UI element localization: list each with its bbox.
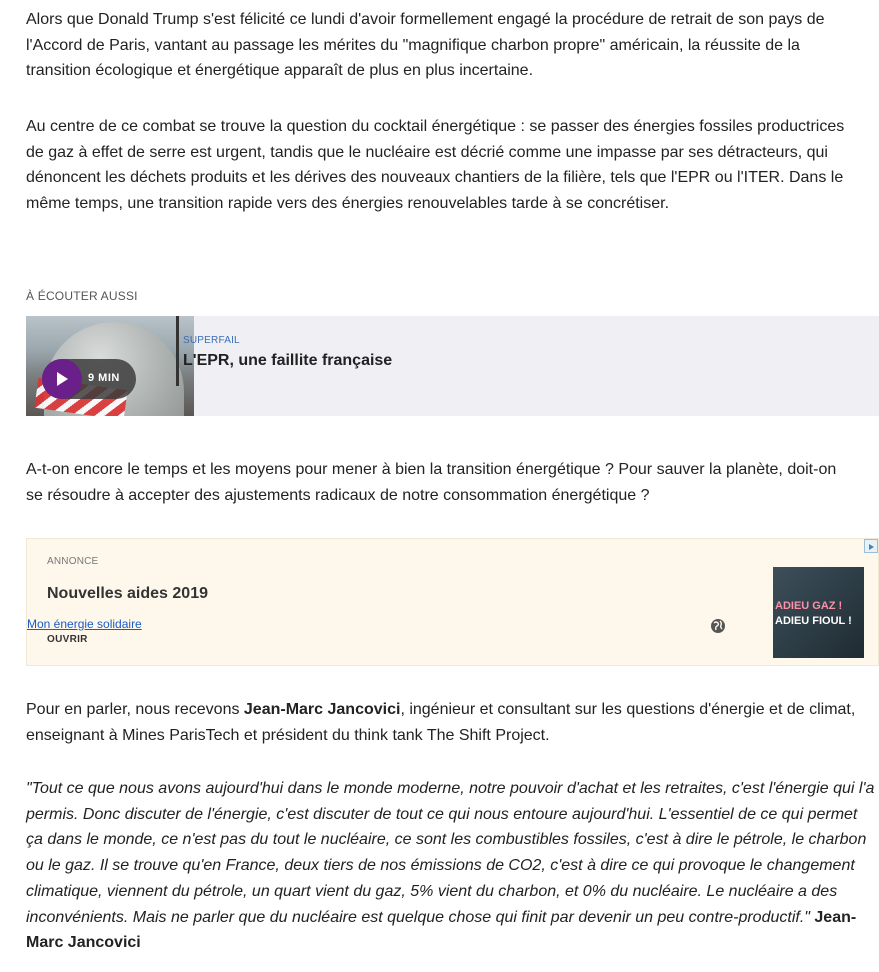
ad-label: ANNONCE	[47, 556, 99, 567]
quote-author: Jean-Marc Jancovici	[26, 908, 857, 952]
listen-also-card[interactable]	[26, 316, 879, 416]
play-button[interactable]	[42, 359, 82, 399]
paragraph-4-rest: , ingénieur et consultant sur les questions d'énergie et de climat, enseignant à Mines ParisTech et président du think tank The Shift Project.	[26, 701, 856, 744]
ad-open-button[interactable]: OUVRIR	[47, 634, 88, 645]
guest-quote	[26, 776, 876, 956]
ad-title[interactable]: Nouvelles aides 2019	[47, 585, 208, 602]
ad-banner[interactable]	[26, 538, 879, 666]
adchoices-icon[interactable]	[864, 539, 878, 553]
ad-image[interactable]	[773, 567, 864, 658]
episode-duration: 9 MIN	[88, 372, 120, 384]
globe-icon[interactable]	[710, 618, 726, 634]
guest-name: Jean-Marc Jancovici	[243, 701, 401, 718]
ad-image-line-2: ADIEU FIOUL !	[775, 615, 852, 627]
article-paragraph-1: Alors que Donald Trump s'est félicité ce lundi d'avoir formellement engagé la procédure de retrait de son pays de l'Accord de Paris, vantant au passage les mérites du "magnifique charbon propre" américain, la réussite de la transition écologique et énergétique apparaît de plus en plus incertaine.	[26, 11, 825, 80]
episode-title[interactable]: L'EPR, une faillite française	[183, 352, 393, 369]
ad-advertiser-link[interactable]: Mon énergie solidaire	[27, 617, 142, 631]
episode-thumbnail[interactable]	[26, 316, 194, 416]
article-paragraph-3: A-t-on encore le temps et les moyens pour mener à bien la transition énergétique ? Pour sauver la planète, doit-on se résoudre à accepter des ajustements radicaux de notre consommation énergétique ?	[26, 461, 837, 504]
play-icon	[55, 371, 69, 387]
ad-image-line-1: ADIEU GAZ !	[775, 600, 843, 612]
article-paragraph-4	[26, 697, 856, 748]
crane-image	[176, 316, 179, 386]
episode-kicker[interactable]: SUPERFAIL	[183, 335, 240, 346]
article-paragraph-2: Au centre de ce combat se trouve la question du cocktail énergétique : se passer des énergies fossiles productrices de gaz à effet de serre est urgent, tandis que le nucléaire est décrié comme une impasse par ses détracteurs, qui dénoncent les déchets produits et les dérives des nouveaux chantiers de la filière, tels que l'EPR ou l'ITER. Dans le même temps, une transition rapide vers des énergies renouvelables tarde à se concrétiser.	[26, 118, 845, 213]
quote-text: "Tout ce que nous avons aujourd'hui dans le monde moderne, notre pouvoir d'achat et les retraites, c'est l'énergie qui l'a permis. Donc discuter de l'énergie, c'est discuter de tout ce qui nous entoure aujourd'hui. L'essentiel de ce qui permet ça dans le monde, ce n'est pas du tout le nucléaire, ce sont les combustibles fossiles, c'est à dire le pétrole, le charbon ou le gaz. Il se trouve qu'en France, deux tiers de nos émissions de CO2, c'est à dire ce qui provoque le changement climatique, viennent du pétrole, un quart vient du gaz, 5% vient du charbon, et 0% du nucléaire. Le nucléaire a des inconvénients. Mais ne parler que du nucléaire est quelque chose qui finit par devenir un peu contre-productif."	[26, 780, 875, 926]
listen-also-label: À ÉCOUTER AUSSI	[26, 289, 138, 303]
paragraph-4-intro: Pour en parler, nous recevons	[26, 701, 244, 718]
